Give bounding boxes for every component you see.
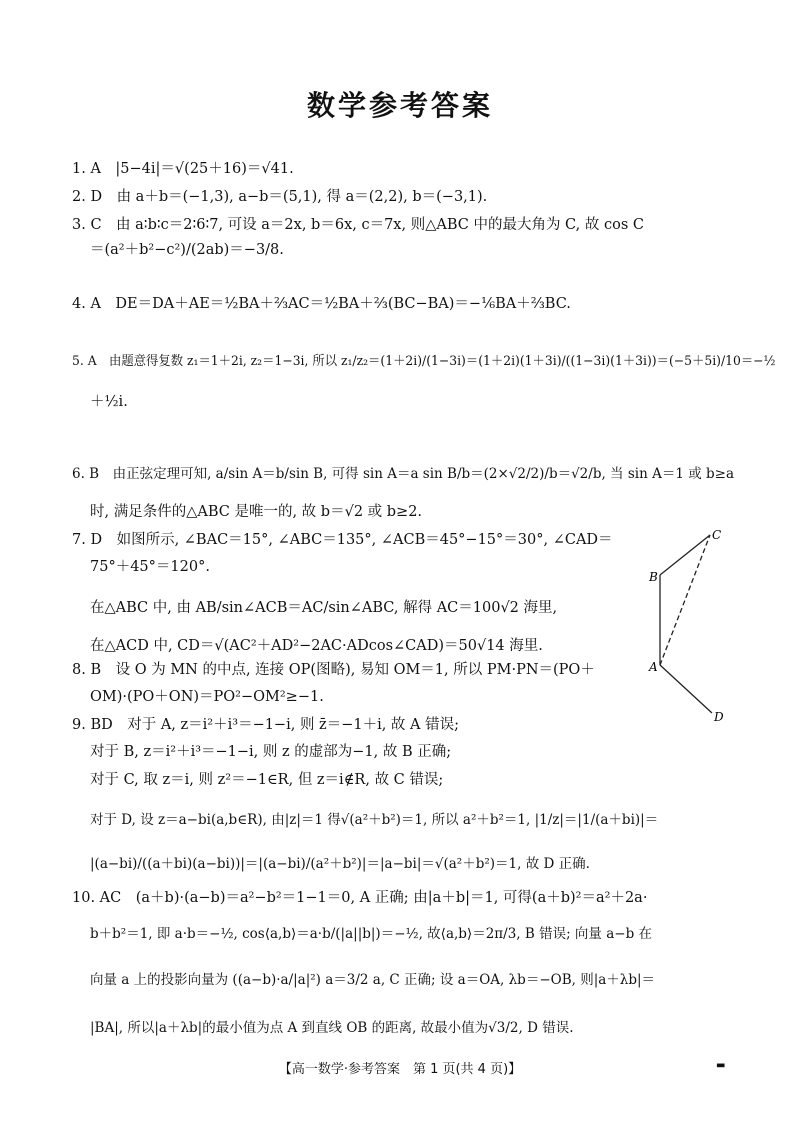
answer-10 [72, 889, 647, 907]
answer-9-b-text: 对于 B, z＝i²＋i³＝−1−i, 则 z 的虚部为−1, 故 B 正确; [90, 744, 452, 760]
answer-9-text: 9. BD 对于 A, z＝i²＋i³＝−1−i, 则 z̄＝−1＋i, 故 A 错误; [72, 717, 459, 733]
answer-9-b [90, 743, 451, 761]
answer-1-text: 1. A |5−4i|＝√(25＋16)＝√41. [72, 161, 294, 177]
answer-9-d [90, 808, 658, 828]
answer-3-formula: ＝(a²＋b²−c²)/(2ab)＝−3/8. [90, 242, 284, 258]
page-title: 数学参考答案 [306, 89, 493, 122]
label-c: C [712, 528, 722, 542]
answer-5-continued: ＋½i. [90, 394, 128, 410]
answer-9-d-continued: |(a−bi)/((a＋bi)(a−bi))|＝|(a−bi)/(a²＋b²)|＝|a−bi|＝√(a²＋b²)＝1, 故 D 正确. [90, 856, 590, 872]
label-d: D [714, 710, 724, 724]
triangle-figure [640, 525, 730, 725]
answer-6-continued: 时, 满足条件的△ABC 是唯一的, 故 b＝√2 或 b≥2. [90, 504, 423, 520]
answer-8-continued: OM)·(PO＋ON)＝PO²−OM²≥−1. [90, 689, 324, 705]
answer-2-text: 2. D 由 a＋b＝(−1,3), a−b＝(5,1), 得 a＝(2,2), b＝(−3,1). [72, 189, 488, 205]
answer-9-d-cont [90, 852, 590, 872]
answer-9-c-text: 对于 C, 取 z＝i, 则 z²＝−1∈R, 但 z＝i∉R, 故 C 错误; [90, 772, 444, 788]
answer-8 [72, 661, 595, 679]
corner-mark: ▬ [716, 1060, 726, 1071]
answer-3 [72, 216, 644, 234]
answer-7-cd-text: 在△ACD 中, CD＝√(AC²＋AD²−2AC·ADcos∠CAD)＝50√14 海里. [90, 638, 543, 654]
segment-ad [660, 665, 712, 713]
answer-8-text: 8. B 设 O 为 MN 的中点, 连接 OP(图略), 易知 OM＝1, 所以 PM·PN＝(PO＋ [72, 662, 595, 678]
answer-9-d-text: 对于 D, 设 z＝a−bi(a,b∈R), 由|z|＝1 得√(a²＋b²)＝1, 所以 a²＋b²＝1, |1/z|＝|1/(a＋bi)|＝ [90, 812, 659, 828]
answer-3-text: 3. C 由 a∶b∶c＝2∶6∶7, 可设 a＝2x, b＝6x, c＝7x, 则△ABC 中的最大角为 C, 故 cos C [72, 217, 644, 233]
answer-10-d-text: |BA|, 所以|a＋λb|的最小值为点 A 到直线 OB 的距离, 故最小值为√3/2, D 错误. [90, 1020, 574, 1036]
answer-10-text: 10. AC (a＋b)·(a−b)＝a²−b²＝1−1＝0, A 正确; 由|a＋b|＝1, 可得(a＋b)²＝a²＋2a· [72, 890, 648, 906]
answer-10-d [90, 1016, 574, 1036]
answer-7-continued: 75°＋45°＝120°. [90, 559, 210, 575]
answer-10-c [90, 968, 655, 988]
answer-5-cont [90, 390, 128, 411]
answer-7-ab [90, 596, 557, 617]
answer-4-text: 4. A DE＝DA＋AE＝½BA＋⅔AC＝½BA＋⅔(BC−BA)＝−⅙BA＋⅔BC. [72, 296, 571, 312]
answer-1 [72, 160, 294, 178]
answer-3-cont [90, 238, 284, 259]
page-footer: 【高一数学·参考答案 第 1 页(共 4 页)】 [278, 1062, 522, 1077]
answer-7-cont [90, 558, 210, 576]
answer-7-ab-text: 在△ABC 中, 由 AB/sin∠ACB＝AC/sin∠ABC, 解得 AC＝100√2 海里, [90, 600, 558, 616]
answer-7-text: 7. D 如图所示, ∠BAC＝15°, ∠ABC＝135°, ∠ACB＝45°−15°＝30°, ∠CAD＝ [72, 532, 613, 548]
answer-9-c [90, 771, 443, 789]
answer-10-b [90, 922, 652, 942]
answer-4 [72, 292, 571, 313]
answer-10-b-text: b＋b²＝1, 即 a·b＝−½, cos⟨a,b⟩＝a·b/(|a||b|)＝−½, 故⟨a,b⟩＝2π/3, B 错误; 向量 a−b 在 [90, 926, 653, 942]
answer-7-cd [90, 634, 543, 655]
answer-5-text: 5. A 由题意得复数 z₁＝1＋2i, z₂＝1−3i, 所以 z₁/z₂＝(1＋2i)/(1−3i)＝(1＋2i)(1＋3i)/((1−3i)(1＋3i))＝(−5＋5i)/10＝−½ [72, 354, 776, 369]
answer-2 [72, 188, 487, 206]
label-b: B [649, 570, 658, 584]
answer-9 [72, 716, 459, 734]
answer-6-cont [90, 503, 422, 521]
answer-6-text: 6. B 由正弦定理可知, a/sin A＝b/sin B, 可得 sin A＝a sin B/b＝(2×√2/2)/b＝√2/b, 当 sin A＝1 或 b≥a [72, 466, 734, 482]
answer-10-c-text: 向量 a 上的投影向量为 ((a−b)·a/|a|²) a＝3/2 a, C 正确; 设 a＝OA, λb＝−OB, 则|a＋λb|＝ [90, 972, 656, 988]
answer-5 [72, 350, 800, 369]
answer-7 [72, 531, 613, 549]
label-a: A [649, 660, 658, 674]
answer-6 [72, 462, 734, 482]
answer-8-cont [90, 688, 324, 706]
segment-bc [660, 535, 710, 575]
